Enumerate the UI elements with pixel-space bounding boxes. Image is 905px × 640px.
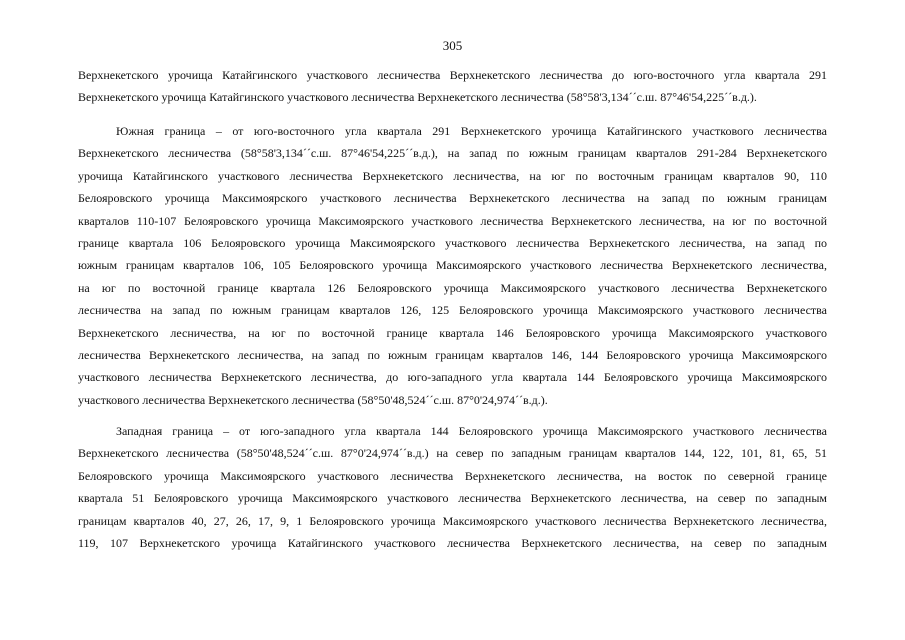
text-line: 119, 107 Верхнекетского урочища Катайгинского участкового лесничества Верхнекетского лесничества, на север по западным xyxy=(78,536,827,551)
text-line: участкового лесничества Верхнекетского лесничества (58°50'48,524´´с.ш. 87°0'24,974´´в.д.). xyxy=(78,392,548,407)
text-line: квартала 51 Белояровского урочища Максимоярского участкового лесничества Верхнекетского лесничества, на север по западным xyxy=(78,491,827,506)
text-line: кварталов 110-107 Белояровского урочища Максимоярского участкового лесничества Верхнекетского лесничества, на юг по восточной xyxy=(78,213,827,228)
text-line: на юг по восточной границе квартала 126 Белояровского урочища Максимоярского участкового лесничества Верхнекетского xyxy=(78,280,827,295)
text-line: урочища Катайгинского участкового лесничества Верхнекетского лесничества, на юг по восточным границам кварталов 90, 110 xyxy=(78,168,827,183)
paragraph-south-border xyxy=(78,120,827,411)
text-line: границе квартала 106 Белояровского урочища Максимоярского участкового лесничества Верхнекетского лесничества, на запад по xyxy=(78,236,827,251)
text-line: Верхнекетского лесничества (58°50'48,524´´с.ш. 87°0'24,974´´в.д.) на север по западным границам кварталов 144, 122, 101, 81, 65, 51 xyxy=(78,446,827,461)
text-line: Верхнекетского лесничества (58°58'3,134´´с.ш. 87°46'54,225´´в.д.), на запад по южным границам кварталов 291-284 Верхнекетского xyxy=(78,146,827,161)
paragraph-west-border xyxy=(78,420,827,554)
text-line: Верхнекетского лесничества, на юг по восточной границе квартала 146 Белояровского урочища Максимоярского участкового xyxy=(78,325,827,340)
text-line: границам кварталов 40, 27, 26, 17, 9, 1 Белояровского урочища Максимоярского участкового лесничества Верхнекетского лесничества, xyxy=(78,513,827,528)
page-number: 305 xyxy=(442,38,463,53)
text-line: участкового лесничества Верхнекетского лесничества, до юго-западного угла квартала 144 Белояровского урочища Максимоярского xyxy=(78,370,827,385)
text-line: Верхнекетского урочища Катайгинского участкового лесничества Верхнекетского лесничества до юго-восточного угла квартала 291 xyxy=(78,68,827,82)
text-line: Белояровского урочища Максимоярского участкового лесничества Верхнекетского лесничества на запад по южным границам xyxy=(78,191,827,206)
text-line: Южная граница – от юго-восточного угла квартала 291 Верхнекетского урочища Катайгинского участкового лесничества xyxy=(116,124,827,138)
text-line: Верхнекетского урочища Катайгинского участкового лесничества Верхнекетского лесничества (58°58'3,134´´с.ш. 87°46'54,225´´в.д.). xyxy=(78,90,757,105)
text-line: Белояровского урочища Максимоярского участкового лесничества Верхнекетского лесничества, на восток по северной границе xyxy=(78,468,827,483)
text-line: лесничества на запад по южным границам кварталов 126, 125 Белояровского урочища Максимоярского участкового лесничества xyxy=(78,303,827,318)
text-line: Западная граница – от юго-западного угла квартала 144 Белояровского урочища Максимоярского участкового лесничества xyxy=(116,424,827,438)
paragraph-continuation xyxy=(78,64,827,109)
text-line: южным границам кварталов 106, 105 Белояровского урочища Максимоярского участкового лесничества Верхнекетского лесничества, xyxy=(78,258,827,273)
text-line: лесничества Верхнекетского лесничества, на запад по южным границам кварталов 146, 144 Белояровского урочища Максимоярского xyxy=(78,348,827,363)
